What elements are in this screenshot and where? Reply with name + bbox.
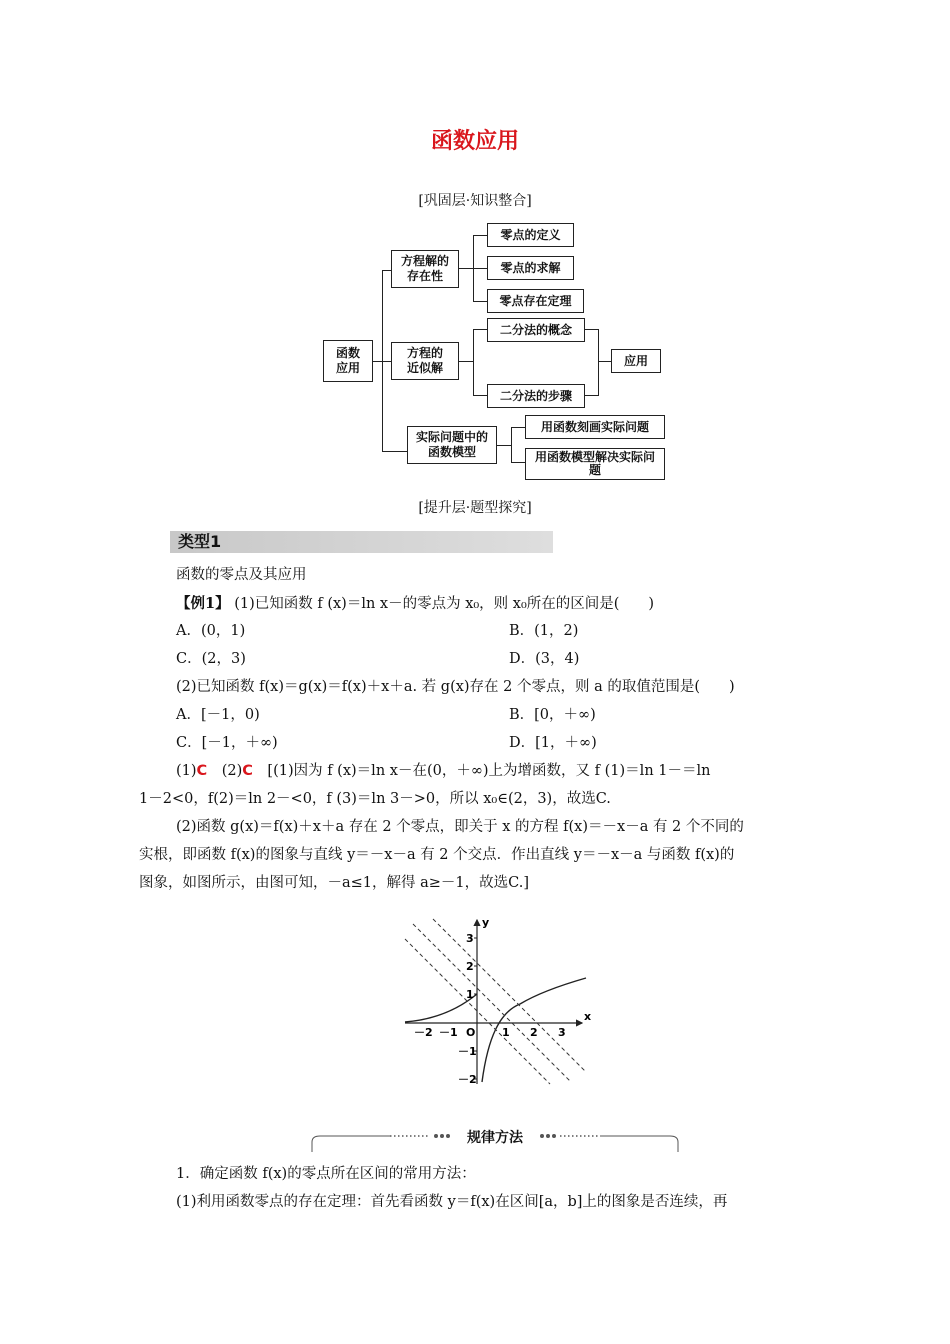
mindmap-leaf-application: 应用: [611, 349, 661, 373]
type-tag: 类型1: [178, 532, 222, 551]
q2-option-c: C．[－1，＋∞): [176, 735, 278, 751]
x-axis-label: x: [584, 1010, 592, 1023]
answer-line-2: 1－2<0，f(2)＝ln 2－<0，f (3)＝ln 3－>0，所以 x₀∈(2，3)，故选C.: [139, 791, 611, 807]
section-heading-advance: [提升层·题型探究]: [418, 500, 532, 516]
mindmap-leaf-bisection-steps: 二分法的步骤: [487, 384, 585, 408]
mindmap-leaf-zero-theorem: 零点存在定理: [487, 289, 584, 313]
y-tick-label: －2: [458, 1073, 477, 1086]
mindmap-branch-approx: 方程的近似解: [391, 342, 459, 380]
page-title: 函数应用: [430, 129, 519, 154]
mindmap-root: 函数应用: [323, 340, 373, 382]
q2-option-d: D．[1，＋∞): [509, 735, 597, 751]
method-banner: [310, 1128, 680, 1154]
answer-line-4: 实根，即函数 f(x)的图象与直线 y＝－x－a 有 2 个交点．作出直线 y＝－x－a 与函数 f(x)的: [139, 847, 735, 863]
origin-label: O: [466, 1026, 476, 1039]
q2-option-b: B．[0，＋∞): [509, 707, 596, 723]
mindmap-branch-model: 实际问题中的函数模型: [407, 426, 497, 464]
answer-line-1: (1)C (2)C [(1)因为 f (x)＝ln x－在(0，＋∞)上为增函数，又 f (1)＝ln 1－＝ln: [176, 763, 711, 779]
method-title: 规律方法: [467, 1130, 523, 1146]
q1-option-a: A．(0，1): [176, 623, 246, 639]
x-tick-label: 2: [530, 1026, 538, 1039]
y-tick-label: 1: [466, 988, 474, 1001]
mindmap-leaf-zero-solve: 零点的求解: [487, 256, 574, 280]
x-tick-label: －1: [439, 1026, 458, 1039]
method-line-1: 1．确定函数 f(x)的零点所在区间的常用方法：: [176, 1166, 476, 1182]
q1-option-b: B．(1，2): [509, 623, 579, 639]
q2-option-a: A．[－1，0): [176, 707, 260, 723]
answer-line-5: 图象，如图所示，由图可知，－a≤1，解得 a≥－1，故选C.]: [139, 875, 529, 891]
answer-line-3: (2)函数 g(x)＝f(x)＋x＋a 存在 2 个零点，即关于 x 的方程 f(x)＝－x－a 有 2 个不同的: [176, 819, 744, 835]
mindmap-leaf-model-describe: 用函数刻画实际问题: [525, 415, 665, 439]
dashed-line-3: [433, 919, 586, 1072]
method-line-2: (1)利用函数零点的存在定理：首先看函数 y＝f(x)在区间[a，b]上的图象是否连续，再: [176, 1194, 728, 1210]
mindmap-leaf-bisection-concept: 二分法的概念: [487, 318, 585, 342]
dashed-line-2: [413, 924, 570, 1081]
y-tick-label: 2: [466, 960, 474, 973]
example-q1: 【例1】 (1)已知函数 f (x)＝ln x－的零点为 x₀，则 x₀所在的区间是( ): [176, 595, 655, 612]
type-banner: [170, 531, 553, 553]
q1-option-d: D．(3，4): [509, 651, 580, 667]
function-graph: [400, 912, 600, 1092]
mindmap-branch-existence: 方程解的存在性: [391, 250, 459, 288]
x-tick-label: －2: [414, 1026, 433, 1039]
mindmap-leaf-model-solve: 用函数模型解决实际问题: [525, 448, 665, 480]
y-tick-label: －1: [458, 1045, 477, 1058]
y-axis-label: y: [482, 916, 490, 929]
example-q2: (2)已知函数 f(x)＝g(x)＝f(x)＋x＋a. 若 g(x)存在 2 个零点，则 a 的取值范围是( ): [176, 679, 735, 695]
y-tick-label: 3: [466, 932, 474, 945]
mindmap-leaf-zero-def: 零点的定义: [487, 223, 574, 247]
type-title: 函数的零点及其应用: [176, 567, 307, 583]
x-tick-label: 3: [558, 1026, 566, 1039]
x-tick-label: 1: [502, 1026, 510, 1039]
q1-option-c: C．(2，3): [176, 651, 246, 667]
section-heading-consolidation: [巩固层·知识整合]: [418, 193, 532, 209]
